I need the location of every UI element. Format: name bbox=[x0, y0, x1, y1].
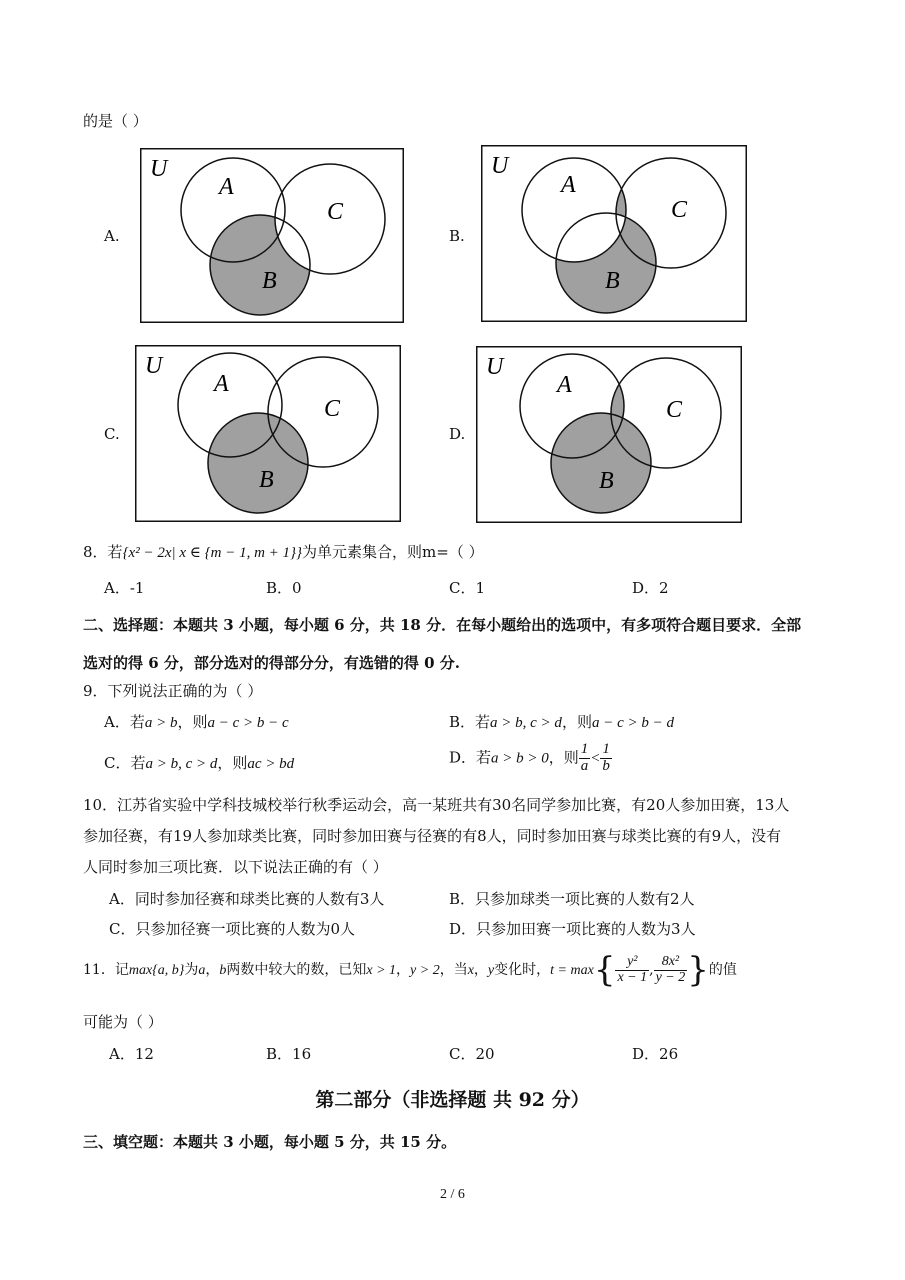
question-8-option-b: B．0 bbox=[266, 579, 302, 597]
section-2-header-line1: 二、选择题：本题共 3 小题，每小题 6 分，共 18 分．在每小题给出的选项中，有多项符合题目要求．全部 bbox=[83, 616, 802, 634]
question-11-option-a: A．12 bbox=[109, 1045, 154, 1063]
question-8-option-a: A．-1 bbox=[104, 579, 145, 597]
venn-option-a-label: A. bbox=[104, 227, 120, 245]
set-b-label: B bbox=[599, 468, 614, 494]
question-8-text-pre: 若 bbox=[107, 543, 123, 561]
page-number: 2 / 6 bbox=[440, 1187, 465, 1202]
question-8-number: 8． bbox=[83, 543, 108, 561]
question-8-option-c: C．1 bbox=[449, 579, 486, 597]
set-a-label: A bbox=[214, 371, 229, 397]
section-3-header: 三、填空题：本题共 3 小题，每小题 5 分，共 15 分。 bbox=[83, 1133, 457, 1151]
question-9-option-c: C．若a > b, c > d，则ac > bd bbox=[104, 754, 295, 772]
fraction-one-over-b: $\frac{1}{b}$ bbox=[602, 741, 610, 774]
question-11-option-d: D．26 bbox=[632, 1045, 679, 1063]
universe-label: U bbox=[491, 153, 509, 179]
venn-option-b-label: B. bbox=[449, 227, 465, 245]
question-10-option-a: A．同时参加径赛和球类比赛的人数有3人 bbox=[109, 890, 385, 908]
question-10-option-b: B．只参加球类一项比赛的人数有2人 bbox=[449, 890, 695, 908]
venn-diagram-a bbox=[140, 148, 404, 327]
question-10-line1: 10．江苏省实验中学科技城校举行秋季运动会，高一某班共有30名同学参加比赛，有20人参加田赛，13人 bbox=[83, 796, 790, 814]
question-10-option-c: C．只参加径赛一项比赛的人数为0人 bbox=[109, 920, 356, 938]
venn-diagram-c bbox=[135, 345, 401, 526]
question-11-line1: 11．记max{a, b}为a，b两数中较大的数，已知x > 1，y > 2，当x，y变化时，t = max{ $\frac{\text{y²}}{x - 1}$ , $\frac{\text{8x²}}{y - 2}$ }的值 bbox=[83, 950, 737, 990]
question-11-line2: 可能为（ ） bbox=[83, 1013, 163, 1031]
universe-label: U bbox=[150, 156, 168, 182]
question-stem-tail: 的是（ ） bbox=[83, 112, 148, 130]
question-8-stem bbox=[83, 541, 484, 562]
fraction-y2-over-x-1: $\frac{\text{y²}}{x - 1}$ bbox=[617, 953, 648, 985]
venn-option-c-label: C. bbox=[104, 425, 120, 443]
question-9-option-d: D．若a > b > 0，则 $\frac{1}{a}$ < $\frac{1}{b}$ bbox=[449, 741, 610, 774]
question-8-text-post: 为单元素集合，则m=（ ） bbox=[302, 543, 484, 561]
venn-diagram-b bbox=[481, 145, 747, 326]
set-c-label: C bbox=[666, 397, 683, 423]
venn-diagram-d bbox=[476, 346, 742, 527]
universe-label: U bbox=[486, 354, 504, 380]
question-9-stem: 9．下列说法正确的为（ ） bbox=[83, 682, 263, 700]
section-2-header-line2: 选对的得 6 分，部分选对的得部分分，有选错的得 0 分. bbox=[83, 654, 460, 672]
question-9-option-a: A．若a > b，则a − c > b − c bbox=[104, 713, 289, 731]
set-c-label: C bbox=[671, 197, 688, 223]
question-8-set-expression: {x² − 2x| x ∈ {m − 1, m + 1}} bbox=[122, 545, 303, 561]
question-9-option-b: B．若a > b, c > d，则a − c > b − d bbox=[449, 713, 674, 731]
set-c-label: C bbox=[327, 199, 344, 225]
fraction-8x2-over-y-2: $\frac{\text{8x²}}{y - 2}$ bbox=[655, 953, 686, 985]
venn-option-d-label: D. bbox=[449, 425, 466, 443]
question-11-option-c: C．20 bbox=[449, 1045, 495, 1063]
set-c-label: C bbox=[324, 396, 341, 422]
question-10-option-d: D．只参加田赛一项比赛的人数为3人 bbox=[449, 920, 696, 938]
set-a-label: A bbox=[561, 172, 576, 198]
set-b-label: B bbox=[605, 268, 620, 294]
set-b-label: B bbox=[262, 268, 277, 294]
universe-label: U bbox=[145, 353, 163, 379]
set-b-label: B bbox=[259, 467, 274, 493]
set-a-label: A bbox=[219, 174, 234, 200]
part-2-title: 第二部分（非选择题 共 92 分） bbox=[315, 1089, 590, 1111]
question-10-line2: 参加径赛，有19人参加球类比赛，同时参加田赛与径赛的有8人，同时参加田赛与球类比赛的有9人，没有 bbox=[83, 827, 782, 845]
question-10-line3: 人同时参加三项比赛．以下说法正确的有（ ） bbox=[83, 858, 388, 876]
question-11-option-b: B．16 bbox=[266, 1045, 312, 1063]
question-8-option-d: D．2 bbox=[632, 579, 669, 597]
fraction-one-over-a: $\frac{1}{a}$ bbox=[580, 741, 589, 774]
set-a-label: A bbox=[557, 372, 572, 398]
